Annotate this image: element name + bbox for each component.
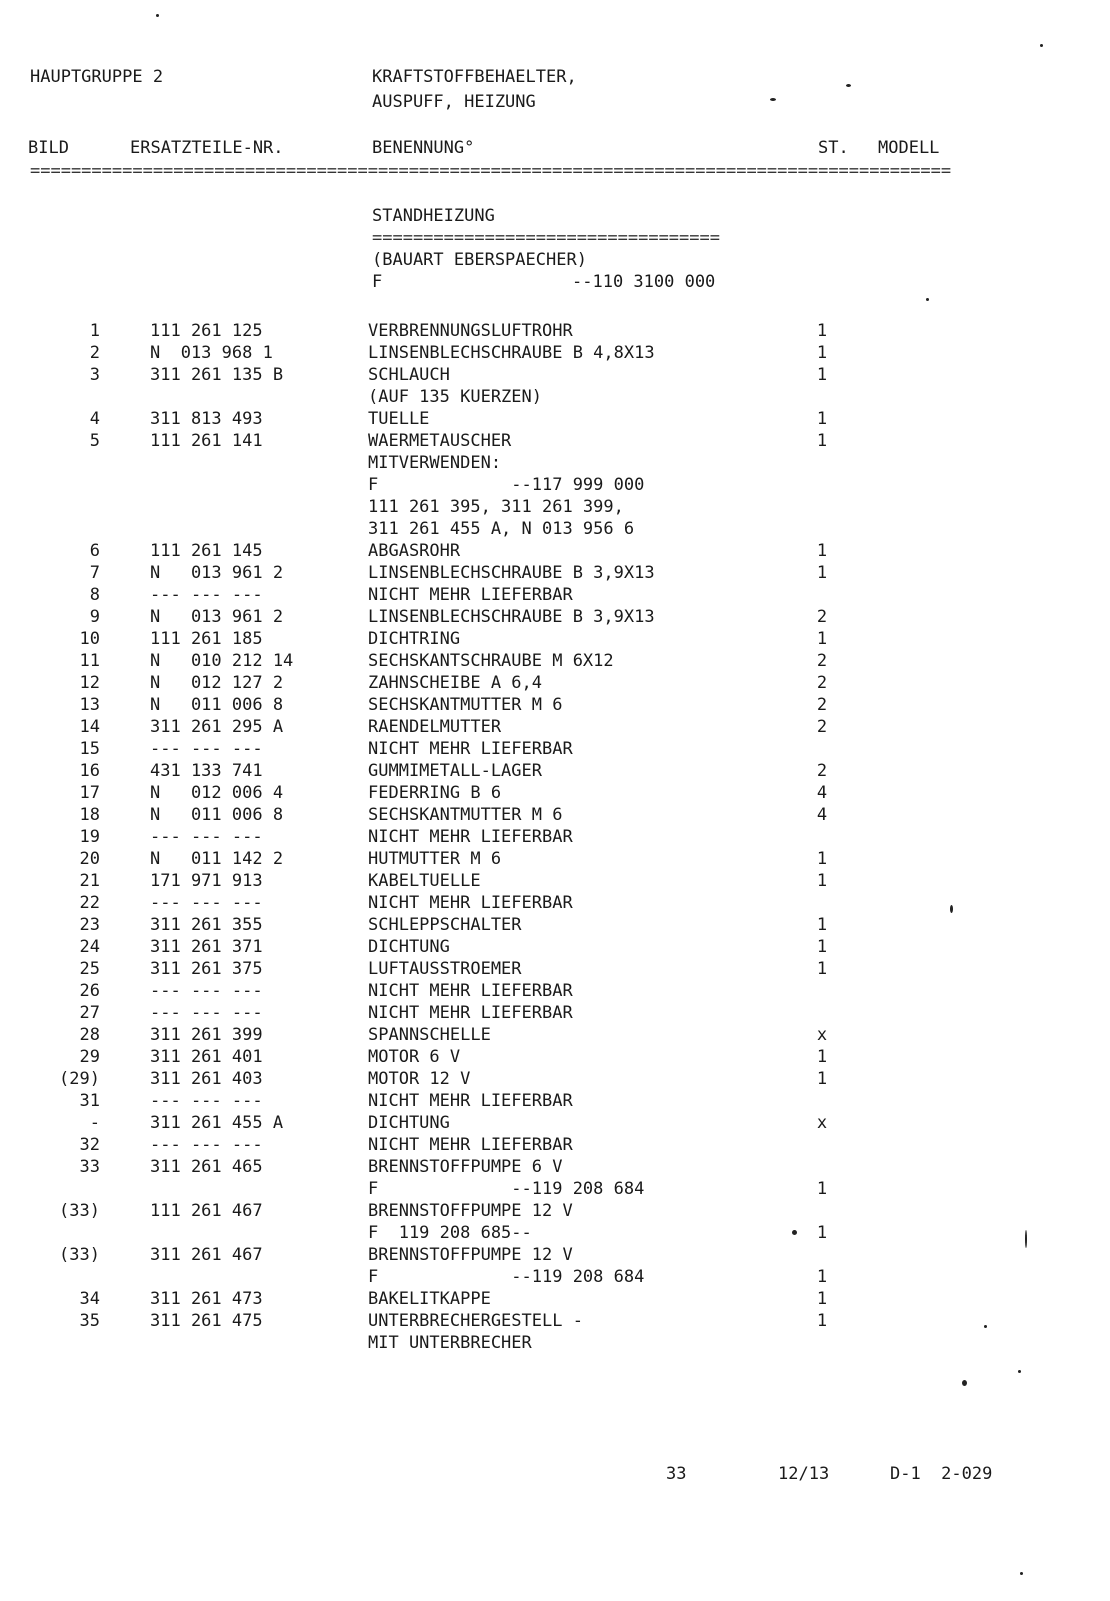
- row-part-number: N 013 968 1: [150, 343, 273, 363]
- row-name: VERBRENNUNGSLUFTROHR: [368, 321, 573, 341]
- row-bild: 22: [79, 893, 100, 913]
- table-row: [0, 452, 1110, 474]
- row-name: SECHSKANTSCHRAUBE M 6X12: [368, 651, 614, 671]
- row-qty: 2: [816, 607, 828, 627]
- row-qty: 1: [816, 915, 828, 935]
- row-bild: 33: [79, 1157, 100, 1177]
- row-bild: 31: [79, 1091, 100, 1111]
- row-qty: 1: [816, 849, 828, 869]
- table-row: [0, 1002, 1110, 1024]
- row-name: MOTOR 12 V: [368, 1069, 471, 1089]
- row-qty: 1: [816, 1289, 828, 1309]
- row-name: F --119 208 684: [368, 1267, 645, 1287]
- row-bild: 10: [79, 629, 100, 649]
- table-row: [0, 386, 1110, 408]
- row-qty: 2: [816, 761, 828, 781]
- row-qty: 1: [816, 1047, 828, 1067]
- section-ref-number: --110 3100 000: [572, 272, 716, 292]
- table-row: [0, 584, 1110, 606]
- row-name: MITVERWENDEN:: [368, 453, 502, 473]
- row-part-number: --- --- ---: [150, 1091, 263, 1111]
- row-bild: 34: [79, 1289, 100, 1309]
- section-ref-f: F: [372, 272, 383, 292]
- row-name: TUELLE: [368, 409, 430, 429]
- row-name: SCHLEPPSCHALTER: [368, 915, 522, 935]
- row-name: NICHT MEHR LIEFERBAR: [368, 981, 573, 1001]
- row-bild: 17: [79, 783, 100, 803]
- row-part-number: N 012 006 4: [150, 783, 284, 803]
- row-bild: 12: [79, 673, 100, 693]
- table-row: [0, 804, 1110, 826]
- row-bild: 35: [79, 1311, 100, 1331]
- table-row: [0, 760, 1110, 782]
- row-qty: 2: [816, 651, 828, 671]
- row-qty: 2: [816, 717, 828, 737]
- row-bild: 8: [89, 585, 100, 605]
- row-name: BRENNSTOFFPUMPE 6 V: [368, 1157, 563, 1177]
- row-part-number: 311 261 467: [150, 1245, 263, 1265]
- row-name: RAENDELMUTTER: [368, 717, 502, 737]
- row-bild: (29): [59, 1069, 100, 1089]
- section-title: STANDHEIZUNG: [372, 206, 495, 226]
- row-bild: 2: [89, 343, 100, 363]
- row-qty: 1: [816, 1069, 828, 1089]
- table-row: [0, 826, 1110, 848]
- row-name: NICHT MEHR LIEFERBAR: [368, 1091, 573, 1111]
- row-part-number: 311 261 403: [150, 1069, 263, 1089]
- row-part-number: N 011 006 8: [150, 695, 284, 715]
- table-row: [0, 320, 1110, 342]
- row-qty: 4: [816, 783, 828, 803]
- table-row: [0, 342, 1110, 364]
- row-name: LINSENBLECHSCHRAUBE B 3,9X13: [368, 563, 655, 583]
- row-part-number: 111 261 145: [150, 541, 263, 561]
- row-qty: 2: [816, 673, 828, 693]
- row-name: LINSENBLECHSCHRAUBE B 3,9X13: [368, 607, 655, 627]
- table-row: [0, 1156, 1110, 1178]
- row-name: SECHSKANTMUTTER M 6: [368, 695, 563, 715]
- section-divider: ==================================: [372, 228, 720, 248]
- row-name: HUTMUTTER M 6: [368, 849, 502, 869]
- row-qty: 1: [816, 1223, 828, 1243]
- row-bild: 11: [79, 651, 100, 671]
- main-group-label: HAUPTGRUPPE 2: [30, 67, 164, 87]
- row-bild: 14: [79, 717, 100, 737]
- table-row: [0, 430, 1110, 452]
- table-row: [0, 474, 1110, 496]
- row-bild: 25: [79, 959, 100, 979]
- table-row: [0, 782, 1110, 804]
- row-part-number: 311 261 475: [150, 1311, 263, 1331]
- row-bild: 5: [89, 431, 100, 451]
- row-part-number: 311 261 399: [150, 1025, 263, 1045]
- row-part-number: 111 261 141: [150, 431, 263, 451]
- row-bild: 24: [79, 937, 100, 957]
- row-qty: 1: [816, 1311, 828, 1331]
- row-name: FEDERRING B 6: [368, 783, 502, 803]
- table-row: [0, 1090, 1110, 1112]
- row-name: DICHTUNG: [368, 937, 450, 957]
- row-bild: 6: [89, 541, 100, 561]
- table-row: [0, 1288, 1110, 1310]
- row-bild: 4: [89, 409, 100, 429]
- table-row: [0, 628, 1110, 650]
- row-qty: 1: [816, 629, 828, 649]
- row-bild: (33): [59, 1201, 100, 1221]
- table-row: [0, 606, 1110, 628]
- row-name: NICHT MEHR LIEFERBAR: [368, 1135, 573, 1155]
- table-row: [0, 694, 1110, 716]
- row-qty: 1: [816, 871, 828, 891]
- col-name: BENENNUNG°: [372, 138, 475, 158]
- row-qty: 1: [816, 321, 828, 341]
- row-name: DICHTRING: [368, 629, 461, 649]
- table-row: [0, 518, 1110, 540]
- table-row: [0, 1068, 1110, 1090]
- table-row: [0, 716, 1110, 738]
- row-bild: 27: [79, 1003, 100, 1023]
- row-bild: 23: [79, 915, 100, 935]
- table-row: [0, 936, 1110, 958]
- table-row: [0, 1024, 1110, 1046]
- table-row: [0, 1222, 1110, 1244]
- table-row: [0, 738, 1110, 760]
- row-name: WAERMETAUSCHER: [368, 431, 512, 451]
- row-bild: 21: [79, 871, 100, 891]
- row-part-number: 311 261 135 B: [150, 365, 284, 385]
- table-row: [0, 540, 1110, 562]
- row-name: NICHT MEHR LIEFERBAR: [368, 585, 573, 605]
- col-part-number: ERSATZTEILE-NR.: [130, 138, 284, 158]
- table-row: [0, 914, 1110, 936]
- row-part-number: 311 261 375: [150, 959, 263, 979]
- table-row: [0, 496, 1110, 518]
- row-qty: x: [816, 1113, 828, 1133]
- row-qty: 1: [816, 1267, 828, 1287]
- row-bild: 3: [89, 365, 100, 385]
- col-bild: BILD: [28, 138, 69, 158]
- row-name: 111 261 395, 311 261 399,: [368, 497, 624, 517]
- row-part-number: N 013 961 2: [150, 607, 284, 627]
- row-name: LINSENBLECHSCHRAUBE B 4,8X13: [368, 343, 655, 363]
- row-bild: 1: [89, 321, 100, 341]
- row-part-number: --- --- ---: [150, 1003, 263, 1023]
- row-name: (AUF 135 KUERZEN): [368, 387, 542, 407]
- row-part-number: N 011 142 2: [150, 849, 284, 869]
- row-qty: 1: [816, 1179, 828, 1199]
- row-bild: (33): [59, 1245, 100, 1265]
- table-row: [0, 562, 1110, 584]
- row-part-number: --- --- ---: [150, 981, 263, 1001]
- row-bild: 26: [79, 981, 100, 1001]
- footer-date: 12/13: [778, 1464, 830, 1484]
- row-bild: 9: [89, 607, 100, 627]
- row-name: 311 261 455 A, N 013 956 6: [368, 519, 635, 539]
- row-part-number: N 010 212 14: [150, 651, 294, 671]
- table-row: [0, 1178, 1110, 1200]
- group-title-line2: AUSPUFF, HEIZUNG: [372, 92, 536, 112]
- row-part-number: N 013 961 2: [150, 563, 284, 583]
- row-name: GUMMIMETALL-LAGER: [368, 761, 542, 781]
- row-part-number: --- --- ---: [150, 585, 263, 605]
- row-name: SCHLAUCH: [368, 365, 450, 385]
- table-row: [0, 870, 1110, 892]
- row-bild: 20: [79, 849, 100, 869]
- table-row: [0, 980, 1110, 1002]
- row-part-number: --- --- ---: [150, 827, 263, 847]
- row-part-number: 311 261 355: [150, 915, 263, 935]
- col-qty: ST.: [818, 138, 849, 158]
- table-row: [0, 1244, 1110, 1266]
- table-row: [0, 1046, 1110, 1068]
- row-qty: 1: [816, 409, 828, 429]
- row-part-number: 311 261 473: [150, 1289, 263, 1309]
- row-qty: x: [816, 1025, 828, 1045]
- row-name: NICHT MEHR LIEFERBAR: [368, 1003, 573, 1023]
- row-part-number: 111 261 185: [150, 629, 263, 649]
- row-qty: 1: [816, 959, 828, 979]
- table-row: [0, 958, 1110, 980]
- row-part-number: 311 261 295 A: [150, 717, 284, 737]
- row-part-number: N 011 006 8: [150, 805, 284, 825]
- row-qty: 1: [816, 541, 828, 561]
- row-name: UNTERBRECHERGESTELL -: [368, 1311, 583, 1331]
- row-part-number: 311 261 371: [150, 937, 263, 957]
- row-name: MOTOR 6 V: [368, 1047, 461, 1067]
- row-part-number: 171 971 913: [150, 871, 263, 891]
- table-row: [0, 1200, 1110, 1222]
- parts-list: [0, 320, 1110, 1354]
- group-title-line1: KRAFTSTOFFBEHAELTER,: [372, 67, 577, 87]
- row-name: BRENNSTOFFPUMPE 12 V: [368, 1245, 573, 1265]
- row-part-number: --- --- ---: [150, 893, 263, 913]
- table-row: [0, 364, 1110, 386]
- row-name: NICHT MEHR LIEFERBAR: [368, 739, 573, 759]
- row-qty: 2: [816, 695, 828, 715]
- table-row: [0, 672, 1110, 694]
- row-name: LUFTAUSSTROEMER: [368, 959, 522, 979]
- table-row: [0, 1134, 1110, 1156]
- footer-page-number: 33: [666, 1464, 687, 1484]
- table-row: [0, 1310, 1110, 1332]
- row-bild: 15: [79, 739, 100, 759]
- row-part-number: 311 813 493: [150, 409, 263, 429]
- row-bild: 28: [79, 1025, 100, 1045]
- row-name: SECHSKANTMUTTER M 6: [368, 805, 563, 825]
- row-name: SPANNSCHELLE: [368, 1025, 491, 1045]
- row-part-number: 311 261 401: [150, 1047, 263, 1067]
- table-row: [0, 1332, 1110, 1354]
- row-bild: 32: [79, 1135, 100, 1155]
- row-name: NICHT MEHR LIEFERBAR: [368, 827, 573, 847]
- row-bild: 19: [79, 827, 100, 847]
- row-name: ZAHNSCHEIBE A 6,4: [368, 673, 542, 693]
- row-bild: 16: [79, 761, 100, 781]
- row-name: F --119 208 684: [368, 1179, 645, 1199]
- row-part-number: 311 261 455 A: [150, 1113, 284, 1133]
- row-name: NICHT MEHR LIEFERBAR: [368, 893, 573, 913]
- header-divider: ==========================================================================================: [30, 161, 952, 181]
- table-row: [0, 892, 1110, 914]
- row-bild: 29: [79, 1047, 100, 1067]
- row-name: F --117 999 000: [368, 475, 645, 495]
- row-qty: 1: [816, 365, 828, 385]
- table-row: [0, 848, 1110, 870]
- row-qty: 1: [816, 431, 828, 451]
- row-part-number: --- --- ---: [150, 1135, 263, 1155]
- row-part-number: --- --- ---: [150, 739, 263, 759]
- row-name: BRENNSTOFFPUMPE 12 V: [368, 1201, 573, 1221]
- row-name: ABGASROHR: [368, 541, 461, 561]
- row-qty: 1: [816, 937, 828, 957]
- row-part-number: 111 261 467: [150, 1201, 263, 1221]
- row-part-number: 311 261 465: [150, 1157, 263, 1177]
- row-bild: 18: [79, 805, 100, 825]
- footer-code: D-1 2-029: [890, 1464, 993, 1484]
- row-part-number: N 012 127 2: [150, 673, 284, 693]
- col-model: MODELL: [878, 138, 940, 158]
- row-name: F 119 208 685--: [368, 1223, 532, 1243]
- row-name: MIT UNTERBRECHER: [368, 1333, 532, 1353]
- table-row: [0, 408, 1110, 430]
- row-part-number: 111 261 125: [150, 321, 263, 341]
- row-bild: 7: [89, 563, 100, 583]
- row-part-number: 431 133 741: [150, 761, 263, 781]
- row-bild: -: [89, 1113, 100, 1133]
- table-row: [0, 1266, 1110, 1288]
- row-qty: 1: [816, 343, 828, 363]
- row-name: BAKELITKAPPE: [368, 1289, 491, 1309]
- table-row: [0, 650, 1110, 672]
- page-footer: [0, 1463, 1110, 1485]
- row-name: DICHTUNG: [368, 1113, 450, 1133]
- row-bild: 13: [79, 695, 100, 715]
- section-subtitle: (BAUART EBERSPAECHER): [372, 250, 587, 270]
- row-name: KABELTUELLE: [368, 871, 481, 891]
- row-qty: 4: [816, 805, 828, 825]
- row-qty: 1: [816, 563, 828, 583]
- table-row: [0, 1112, 1110, 1134]
